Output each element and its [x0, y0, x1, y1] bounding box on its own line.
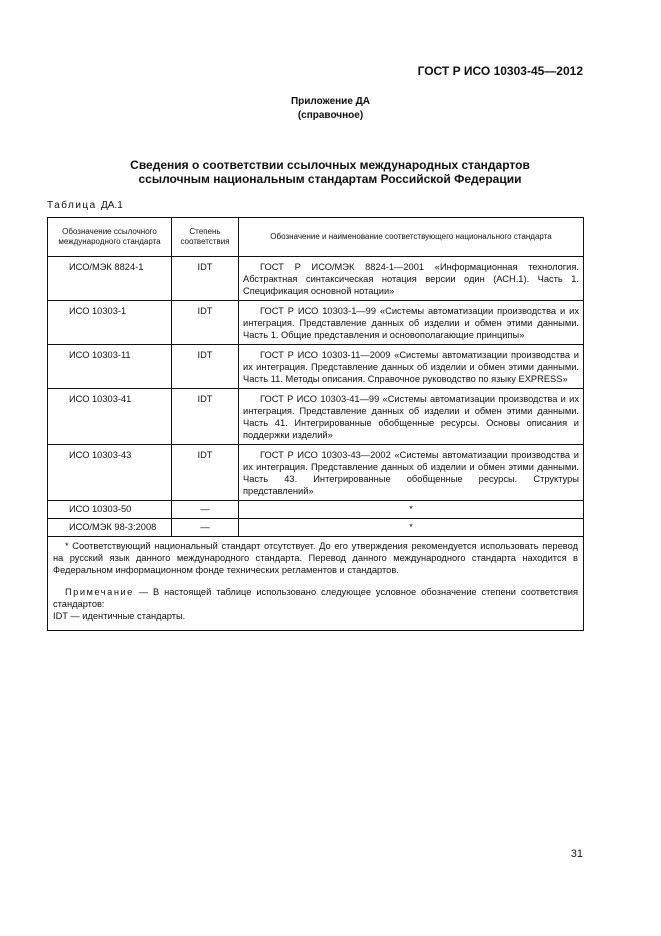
degree-cell: IDT	[172, 445, 239, 501]
national-standard-cell: ГОСТ Р ИСО/МЭК 8824-1—2001 «Информационная технология. Абстрактная синтаксическая нотация версии один (АСН.1). Часть 1. Спецификация основной нотации»	[239, 257, 584, 301]
table-row	[48, 389, 584, 445]
note-paragraph	[53, 586, 578, 610]
national-standard-cell: *	[239, 501, 584, 519]
national-standard-cell: ГОСТ Р ИСО 10303-11—2009 «Системы автоматизации производства и их интеграция. Представление данных об изделии и обмен этими данными. Часть 11. Методы описания. Справочное руководство по языку EXPRESS»	[239, 345, 584, 389]
ref-standard-cell: ИСО/МЭК 8824-1	[48, 257, 172, 301]
document-code: ГОСТ Р ИСО 10303-45—2012	[417, 64, 583, 78]
table-row	[48, 445, 584, 501]
ref-standard-cell: ИСО 10303-43	[48, 445, 172, 501]
note-label: Примечание	[65, 587, 134, 597]
note-text: — В настоящей таблице использовано следующее условное обозначение степени соответствия стандартов:	[53, 587, 578, 609]
table-footnote-row	[48, 537, 584, 631]
section-heading-line-2: ссылочным национальным стандартам Российской Федерации	[138, 172, 522, 186]
table-row	[48, 301, 584, 345]
section-heading	[90, 158, 570, 186]
note-item: IDT — идентичные стандарты.	[53, 611, 186, 621]
header-degree: Степень соответствия	[172, 218, 239, 257]
ref-standard-cell: ИСО 10303-50	[48, 501, 172, 519]
table-label	[47, 200, 123, 211]
footnote-text: * Соответствующий национальный стандарт отсутствует. До его утверждения рекомендуется использовать перевод на русский язык данного международного стандарта. Перевод данного международного стандарта находится в Федеральном информационном фонде технических регламентов и стандартов.	[53, 541, 578, 575]
table-row	[48, 257, 584, 301]
correspondence-table	[47, 217, 584, 631]
table-row	[48, 501, 584, 519]
table-label-id: ДА.1	[101, 200, 123, 211]
degree-cell: —	[172, 519, 239, 537]
national-standard-cell: *	[239, 519, 584, 537]
national-standard-cell: ГОСТ Р ИСО 10303-41—99 «Системы автоматизации производства и их интеграция. Представление данных об изделии и обмен этими данными. Часть 41. Интегрированные обобщенные ресурсы. Основы описания и поддержки изделий»	[239, 389, 584, 445]
table-label-prefix: Таблица	[47, 200, 97, 211]
header-ref-standard: Обозначение ссылочного международного стандарта	[48, 218, 172, 257]
degree-cell: —	[172, 501, 239, 519]
header-national-standard: Обозначение и наименование соответствующего национального стандарта	[239, 218, 584, 257]
national-standard-cell: ГОСТ Р ИСО 10303-43—2002 «Системы автоматизации производства и их интеграция. Представление данных об изделии и обмен этими данными. Часть 43. Интегрированные обобщенные ресурсы. Структуры представлений»	[239, 445, 584, 501]
degree-cell: IDT	[172, 389, 239, 445]
ref-standard-cell: ИСО/МЭК 98-3:2008	[48, 519, 172, 537]
section-heading-line-1: Сведения о соответствии ссылочных международных стандартов	[130, 158, 530, 172]
national-standard-cell: ГОСТ Р ИСО 10303-1—99 «Системы автоматизации производства и их интеграция. Представление данных об изделии и обмен этими данными. Часть 1. Общие представления и основополагающие принципы»	[239, 301, 584, 345]
table-header-row	[48, 218, 584, 257]
degree-cell: IDT	[172, 345, 239, 389]
ref-standard-cell: ИСО 10303-41	[48, 389, 172, 445]
table-row	[48, 345, 584, 389]
appendix-title: Приложение ДА	[290, 96, 371, 107]
appendix-type: (справочное)	[297, 110, 364, 121]
page-number: 31	[570, 848, 583, 860]
degree-cell: IDT	[172, 301, 239, 345]
ref-standard-cell: ИСО 10303-1	[48, 301, 172, 345]
degree-cell: IDT	[172, 257, 239, 301]
table-footnote-cell	[48, 537, 584, 631]
ref-standard-cell: ИСО 10303-11	[48, 345, 172, 389]
table-row	[48, 519, 584, 537]
